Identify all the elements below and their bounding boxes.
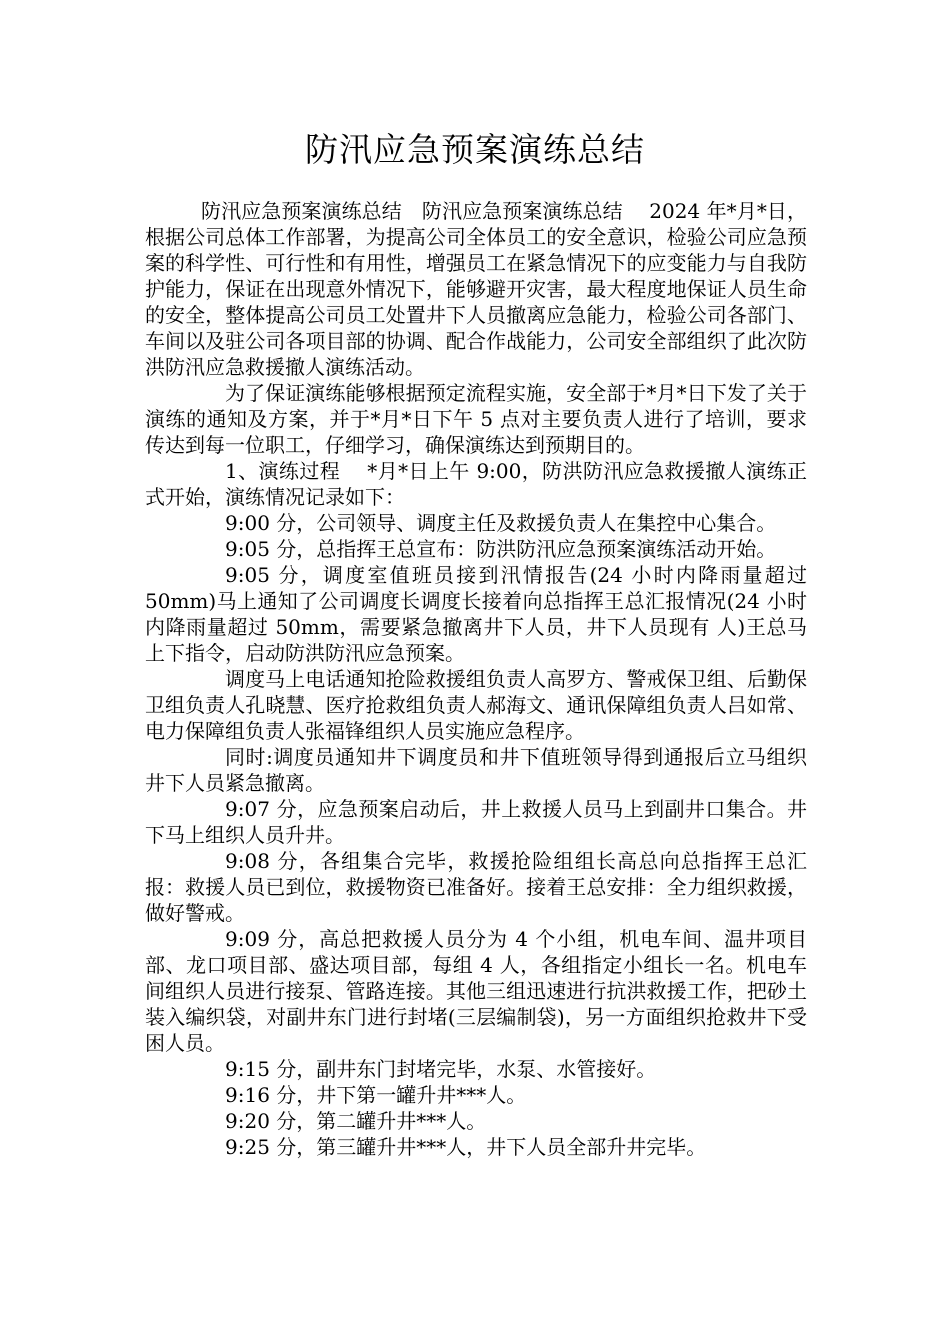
paragraph: 调度马上电话通知抢险救援组负责人高罗方、警戒保卫组、后勤保卫组负责人孔晓慧、医疗抢救组负责人郝海文、通讯保障组负责人吕如常、电力保障组负责人张福锋组织人员实施应急程序。 xyxy=(145,667,807,743)
paragraph: 同时:调度员通知井下调度员和井下值班领导得到通报后立马组织井下人员紧急撤离。 xyxy=(145,745,807,795)
paragraph: 9:25 分，第三罐升井***人，井下人员全部升井完毕。 xyxy=(225,1135,707,1159)
paragraph: 9:08 分，各组集合完毕，救援抢险组组长高总向总指挥王总汇报：救援人员已到位，救援物资已准备好。接着王总安排：全力组织救援，做好警戒。 xyxy=(145,849,807,925)
paragraph: 9:09 分，高总把救援人员分为 4 个小组，机电车间、温井项目部、龙口项目部、盛达项目部，每组 4 人，各组指定小组长一名。机电车间组织人员进行接泵、管路连接。其他三组迅速进行抗洪救援工作，把砂土装入编织袋，对副井东门进行封堵(三层编制袋)，另一方面组织抢救井下受困人员。 xyxy=(145,927,807,1055)
paragraph: 9:05 分，调度室值班员接到汛情报告(24 小时内降雨量超过 50mm)马上通知了公司调度长调度长接着向总指挥王总汇报情况(24 小时内降雨量超过 50mm，需要紧急撤离井下人员，井下人员现有 人)王总马上下指令，启动防洪防汛应急预案。 xyxy=(145,563,807,665)
paragraph: 防汛应急预案演练总结 防汛应急预案演练总结 2024 年*月*日，根据公司总体工作部署，为提高公司全体员工的安全意识，检验公司应急预案的科学性、可行性和有用性，增强员工在紧急情况下的应变能力与自我防护能力，保证在出现意外情况下，能够避开灾害，最大程度地保证人员生命的安全，整体提高公司员工处置井下人员撤离应急能力，检验公司各部门、车间以及驻公司各项目部的协调、配合作战能力，公司安全部组织了此次防洪防汛应急救援撤人演练活动。 xyxy=(145,199,807,379)
document-body xyxy=(145,198,807,1160)
paragraph: 9:07 分，应急预案启动后，井上救援人员马上到副井口集合。井下马上组织人员升井。 xyxy=(145,797,807,847)
paragraph: 9:00 分，公司领导、调度主任及救援负责人在集控中心集合。 xyxy=(225,511,777,535)
paragraph: 1、演练过程 *月*日上午 9:00，防洪防汛应急救援撤人演练正式开始，演练情况记录如下： xyxy=(145,459,807,509)
paragraph: 9:20 分，第二罐升井***人。 xyxy=(225,1109,487,1133)
paragraph: 9:05 分，总指挥王总宣布：防洪防汛应急预案演练活动开始。 xyxy=(225,537,777,561)
paragraph: 9:16 分，井下第一罐升井***人。 xyxy=(225,1083,527,1107)
document-title: 防汛应急预案演练总结 xyxy=(305,130,645,169)
paragraph: 9:15 分，副井东门封堵完毕，水泵、水管接好。 xyxy=(225,1057,657,1081)
paragraph: 为了保证演练能够根据预定流程实施，安全部于*月*日下发了关于演练的通知及方案，并于*月*日下午 5 点对主要负责人进行了培训，要求传达到每一位职工，仔细学习，确保演练达到预期目的。 xyxy=(145,381,807,457)
